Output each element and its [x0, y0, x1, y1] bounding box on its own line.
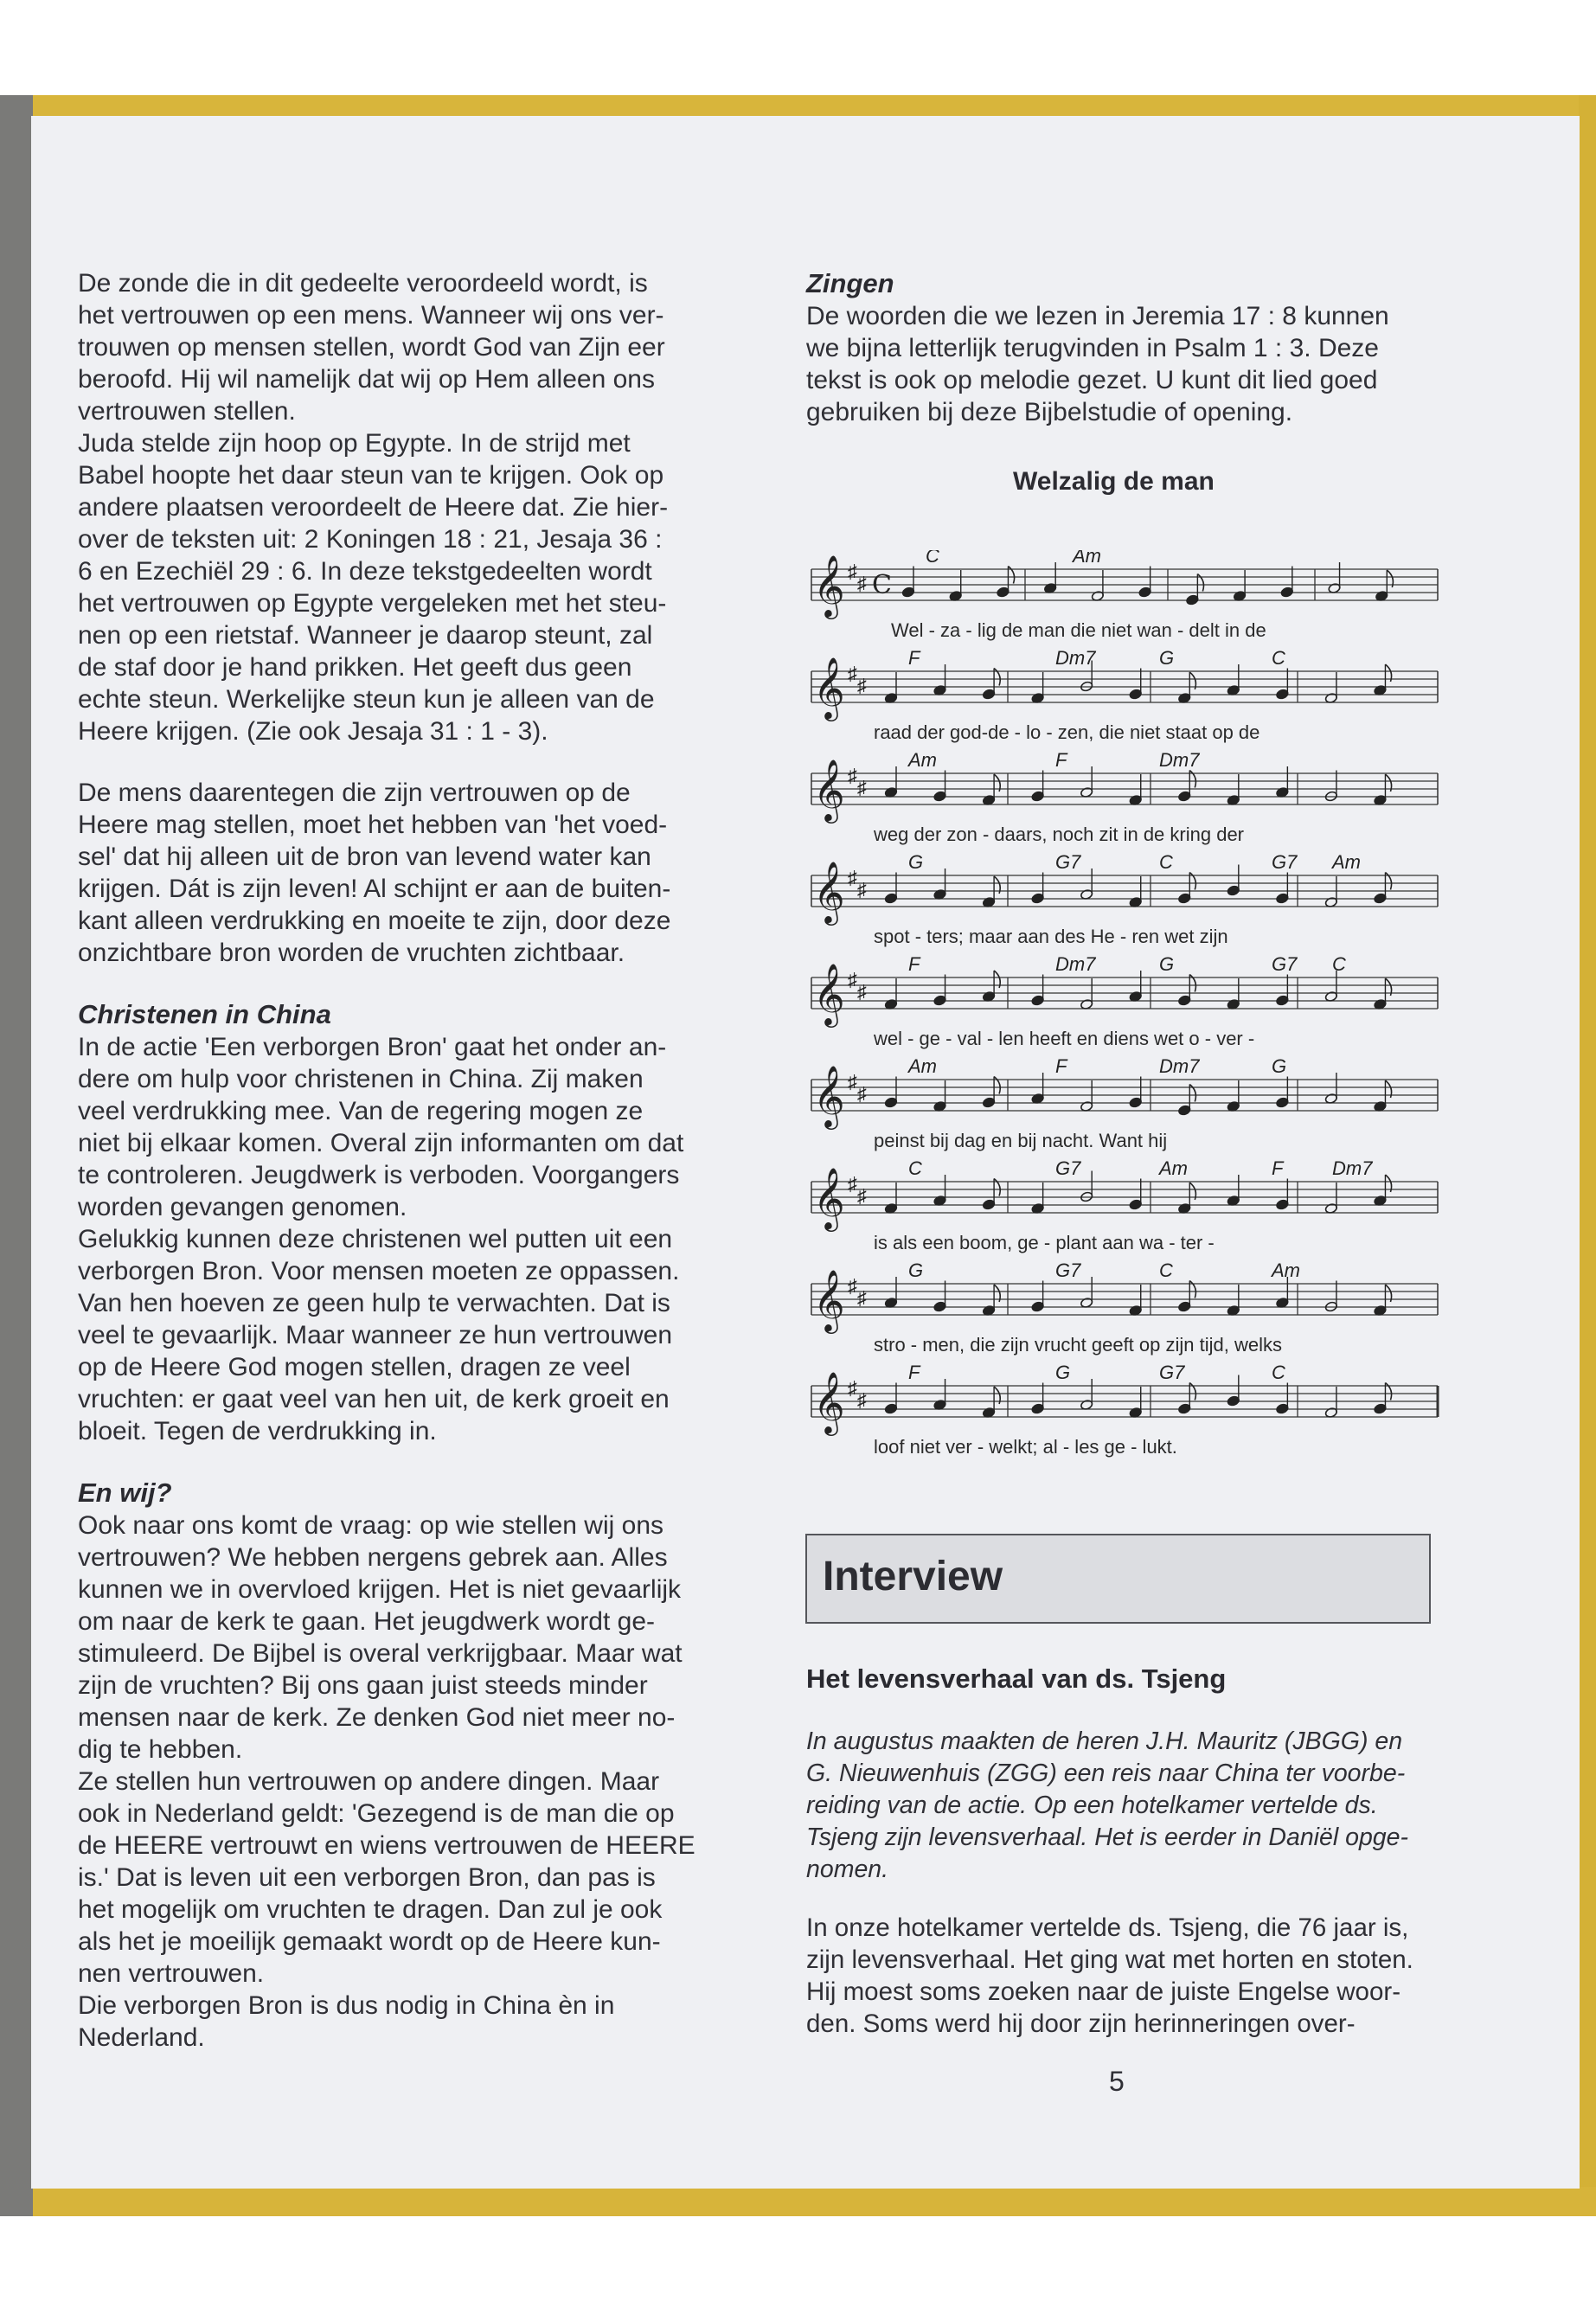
treble-clef: 𝄞 — [813, 554, 845, 617]
sharp-sign: ♯ — [848, 663, 857, 684]
text-line: reiding van de actie. Op een hotelkamer vertelde ds. — [806, 1791, 1378, 1819]
paragraph-en-wij — [78, 1509, 718, 2054]
heading-christenen-in-china: Christenen in China — [78, 999, 331, 1029]
text-line: het mogelijk om vruchten te dragen. Dan zul je ook — [78, 1895, 663, 1924]
text-line: kunnen we in overvloed krijgen. Het is niet gevaarlijk — [78, 1575, 682, 1604]
text-line: dig te hebben. — [78, 1735, 243, 1764]
chord-symbol: G7 — [1055, 1259, 1081, 1281]
text-line: veel verdrukking mee. Van de regering mogen ze — [78, 1097, 644, 1125]
chord-symbol: Dm7 — [1055, 953, 1096, 975]
treble-clef: 𝄞 — [813, 1166, 845, 1229]
chord-symbol: F — [1055, 1055, 1067, 1077]
treble-clef: 𝄞 — [813, 1370, 845, 1433]
text-line: gebruiken bij deze Bijbelstudie of opening. — [806, 398, 1293, 426]
chord-symbol: C — [1159, 1259, 1173, 1281]
sharp-sign: ♯ — [857, 1389, 867, 1411]
text-line: In augustus maakten de heren J.H. Mauritz (JBGG) en — [806, 1727, 1403, 1755]
text-line: Die verborgen Bron is dus nodig in China èn in — [78, 1991, 615, 2020]
text-line: te controleren. Jeugdwerk is verboden. Voorgangers — [78, 1161, 680, 1189]
text-line: Gelukkig kunnen deze christenen wel putten uit een — [78, 1225, 673, 1253]
text-line: de HEERE vertrouwt en wiens vertrouwen de HEERE — [78, 1831, 695, 1860]
text-line: Heere mag stellen, moet het hebben van 'het voed- — [78, 811, 668, 839]
text-line: Juda stelde zijn hoop op Egypte. In de strijd met — [78, 429, 631, 458]
chord-symbol: G7 — [1159, 1362, 1185, 1383]
text-line: In onze hotelkamer vertelde ds. Tsjeng, die 76 jaar is, — [806, 1913, 1409, 1942]
chord-symbol: Am — [908, 749, 937, 771]
sharp-sign: ♯ — [857, 573, 867, 594]
text-line: G. Nieuwenhuis (ZGG) een reis naar China ter voorbe- — [806, 1759, 1406, 1787]
text-line: vruchten: er gaat veel van hen uit, de kerk groeit en — [78, 1385, 670, 1413]
text-line: tekst is ook op melodie gezet. U kunt dit lied goed — [806, 366, 1378, 394]
text-line: Van hen hoeven ze geen hulp te verwachten. Dat is — [78, 1289, 670, 1317]
sharp-sign: ♯ — [857, 777, 867, 798]
text-line: dere om hulp voor christenen in China. Zij maken — [78, 1065, 644, 1093]
text-line: onzichtbare bron worden de vruchten zichtbaar. — [78, 939, 625, 967]
text-line: vertrouwen stellen. — [78, 397, 296, 426]
treble-clef: 𝄞 — [813, 656, 845, 719]
chord-symbol: Am — [1272, 1259, 1300, 1281]
chord-symbol: G7 — [1272, 953, 1298, 975]
chord-symbol: Dm7 — [1055, 647, 1096, 669]
lyric-line: is als een boom, ge - plant aan wa - ter - — [874, 1232, 1215, 1253]
text-line: stimuleerd. De Bijbel is overal verkrijgbaar. Maar wat — [78, 1639, 683, 1668]
text-line: De woorden die we lezen in Jeremia 17 : 8 kunnen — [806, 302, 1389, 330]
chord-symbol: C — [1272, 1362, 1285, 1383]
text-line: worden gevangen genomen. — [78, 1193, 407, 1221]
treble-clef: 𝄞 — [813, 758, 845, 821]
text-line: om naar de kerk te gaan. Het jeugdwerk wordt ge- — [78, 1607, 656, 1636]
sheet-music — [804, 550, 1445, 1484]
chord-symbol: F — [908, 953, 920, 975]
paragraph-zingen — [806, 300, 1438, 428]
chord-symbol: G — [1159, 647, 1175, 669]
chord-symbol: Am — [1159, 1157, 1188, 1179]
text-line: kant alleen verdrukking en moeite te zijn, door deze — [78, 907, 671, 935]
text-line: andere plaatsen veroordeelt de Heere dat. Zie hier- — [78, 493, 669, 522]
treble-clef: 𝄞 — [813, 860, 845, 923]
text-line: mensen naar de kerk. Ze denken God niet meer no- — [78, 1703, 676, 1732]
heading-en-wij: En wij? — [78, 1477, 172, 1508]
left-column — [78, 267, 718, 2054]
text-line: De zonde die in dit gedeelte veroordeeld wordt, is — [78, 269, 648, 298]
chord-symbol: G — [1055, 1362, 1071, 1383]
sharp-sign: ♯ — [857, 1287, 867, 1309]
chord-symbol: C — [1272, 647, 1285, 669]
text-line: het vertrouwen op Egypte vergeleken met het steu- — [78, 589, 667, 618]
text-line: veel te gevaarlijk. Maar wanneer ze hun vertrouwen — [78, 1321, 673, 1349]
paragraph-china — [78, 1031, 718, 1447]
sharp-sign: ♯ — [857, 879, 867, 901]
text-line: het vertrouwen op een mens. Wanneer wij ons ver- — [78, 301, 664, 330]
chord-symbol: C — [908, 1157, 922, 1179]
text-line: we bijna letterlijk terugvinden in Psalm 1 : 3. Deze — [806, 334, 1379, 362]
text-line: Ze stellen hun vertrouwen op andere dingen. Maar — [78, 1767, 660, 1796]
chord-symbol: F — [908, 647, 920, 669]
text-line: nen op een rietstaf. Wanneer je daarop steunt, zal — [78, 621, 653, 650]
text-line: ook in Nederland geldt: 'Gezegend is de man die op — [78, 1799, 675, 1828]
treble-clef: 𝄞 — [813, 962, 845, 1025]
chord-symbol: C — [1332, 953, 1346, 975]
binder-edge-bottom — [0, 2187, 1596, 2216]
treble-clef: 𝄞 — [813, 1064, 845, 1127]
chord-symbol: G7 — [1055, 1157, 1081, 1179]
chord-symbol: G — [908, 851, 924, 873]
lyric-line: stro - men, die zijn vrucht geeft op zijn tijd, welks — [874, 1334, 1282, 1356]
text-line: den. Soms werd hij door zijn herinneringen over- — [806, 2009, 1356, 2038]
text-line: krijgen. Dát is zijn leven! Al schijnt er aan de buiten- — [78, 875, 671, 903]
sharp-sign: ♯ — [848, 1173, 857, 1195]
text-line: zijn levensverhaal. Het ging wat met horten en stoten. — [806, 1945, 1413, 1974]
text-line: echte steun. Werkelijke steun kun je alleen van de — [78, 685, 655, 714]
paragraph-bron — [78, 777, 718, 969]
sharp-sign: ♯ — [857, 981, 867, 1003]
interview-box — [805, 1534, 1431, 1624]
chord-symbol: Dm7 — [1332, 1157, 1373, 1179]
chord-symbol: Am — [1332, 851, 1361, 873]
text-line: sel' dat hij alleen uit de bron van levend water kan — [78, 843, 651, 871]
text-line: is.' Dat is leven uit een verborgen Bron, dan pas is — [78, 1863, 656, 1892]
chord-symbol: G7 — [1272, 851, 1298, 873]
chord-symbol: C — [1159, 851, 1173, 873]
chord-symbol: Am — [1073, 550, 1101, 567]
interview-title: Het levensverhaal van ds. Tsjeng — [806, 1663, 1227, 1694]
interview-body — [806, 1912, 1438, 2040]
chord-symbol: F — [1272, 1157, 1284, 1179]
paragraph-vertrouwen — [78, 267, 718, 747]
text-line: beroofd. Hij wil namelijk dat wij op Hem alleen ons — [78, 365, 655, 394]
binder-edge-right — [1579, 95, 1596, 2214]
chord-symbol: F — [1055, 749, 1067, 771]
text-line: als het je moeilijk gemaakt wordt op de Heere kun- — [78, 1927, 661, 1956]
text-line: Ook naar ons komt de vraag: op wie stellen wij ons — [78, 1511, 664, 1540]
interview-box-label: Interview — [823, 1554, 1003, 1599]
text-line: 6 en Ezechiël 29 : 6. In deze tekstgedeelten wordt — [78, 557, 652, 586]
text-line: niet bij elkaar komen. Overal zijn informanten om dat — [78, 1129, 684, 1157]
sharp-sign: ♯ — [857, 1083, 867, 1105]
sharp-sign: ♯ — [848, 561, 857, 582]
sharp-sign: ♯ — [857, 675, 867, 696]
text-line: op de Heere God mogen stellen, dragen ze veel — [78, 1353, 631, 1381]
lyric-line: peinst bij dag en bij nacht. Want hij — [874, 1130, 1168, 1151]
song-title: Welzalig de man — [1013, 467, 1215, 496]
interview-intro — [806, 1726, 1438, 1886]
chord-symbol: G — [908, 1259, 924, 1281]
text-line: Babel hoopte het daar steun van te krijgen. Ook op — [78, 461, 664, 490]
binder-edge-top — [0, 95, 1596, 118]
lyric-line: weg der zon - daars, noch zit in de kring der — [874, 824, 1245, 845]
lyric-line: wel - ge - val - len heeft en diens wet o - ver - — [874, 1028, 1255, 1049]
text-line: zijn de vruchten? Bij ons gaan juist steeds minder — [78, 1671, 648, 1700]
text-line: over de teksten uit: 2 Koningen 18 : 21, Jesaja 36 : — [78, 525, 663, 554]
sharp-sign: ♯ — [857, 1185, 867, 1207]
text-line: Tsjeng zijn levensverhaal. Het is eerder in Daniël opge- — [806, 1823, 1408, 1851]
treble-clef: 𝄞 — [813, 1268, 845, 1331]
text-line: de staf door je hand prikken. Het geeft dus geen — [78, 653, 632, 682]
chord-symbol: Dm7 — [1159, 749, 1200, 771]
chord-symbol: F — [908, 1362, 920, 1383]
page-number: 5 — [1109, 2066, 1125, 2097]
lyric-line: spot - ters; maar aan des He - ren wet zijn — [874, 926, 1228, 947]
chord-symbol: G — [1272, 1055, 1287, 1077]
text-line: Nederland. — [78, 2023, 205, 2052]
sharp-sign: ♯ — [848, 1275, 857, 1297]
chord-symbol: C — [926, 550, 939, 567]
chord-symbol: G — [1159, 953, 1175, 975]
chord-symbol: G7 — [1055, 851, 1081, 873]
binder-edge-left — [0, 95, 33, 2216]
text-line: trouwen op mensen stellen, wordt God van Zijn eer — [78, 333, 665, 362]
lyric-line: Wel - za - lig de man die niet wan - delt in de — [891, 619, 1266, 641]
text-line: Hij moest soms zoeken naar de juiste Engelse woor- — [806, 1977, 1401, 2006]
lyric-line: loof niet ver - welkt; al - les ge - lukt. — [874, 1436, 1177, 1458]
right-column — [806, 267, 1438, 428]
text-line: Heere krijgen. (Zie ook Jesaja 31 : 1 - 3). — [78, 717, 548, 746]
text-line: bloeit. Tegen de verdrukking in. — [78, 1417, 437, 1445]
time-signature: C — [872, 570, 892, 600]
text-line: vertrouwen? We hebben nergens gebrek aan. Alles — [78, 1543, 668, 1572]
sharp-sign: ♯ — [848, 1071, 857, 1093]
text-line: De mens daarentegen die zijn vertrouwen op de — [78, 779, 631, 807]
lyric-line: raad der god-de - lo - zen, die niet staat op de — [874, 721, 1260, 743]
sharp-sign: ♯ — [848, 1377, 857, 1399]
sharp-sign: ♯ — [848, 765, 857, 786]
sharp-sign: ♯ — [848, 867, 857, 888]
sharp-sign: ♯ — [848, 969, 857, 990]
text-line: nen vertrouwen. — [78, 1959, 265, 1988]
heading-zingen: Zingen — [806, 268, 894, 298]
text-line: In de actie 'Een verborgen Bron' gaat het onder an- — [78, 1033, 667, 1061]
text-line: verborgen Bron. Voor mensen moeten ze oppassen. — [78, 1257, 680, 1285]
chord-symbol: Dm7 — [1159, 1055, 1200, 1077]
text-line: nomen. — [806, 1856, 889, 1883]
chord-symbol: Am — [908, 1055, 937, 1077]
